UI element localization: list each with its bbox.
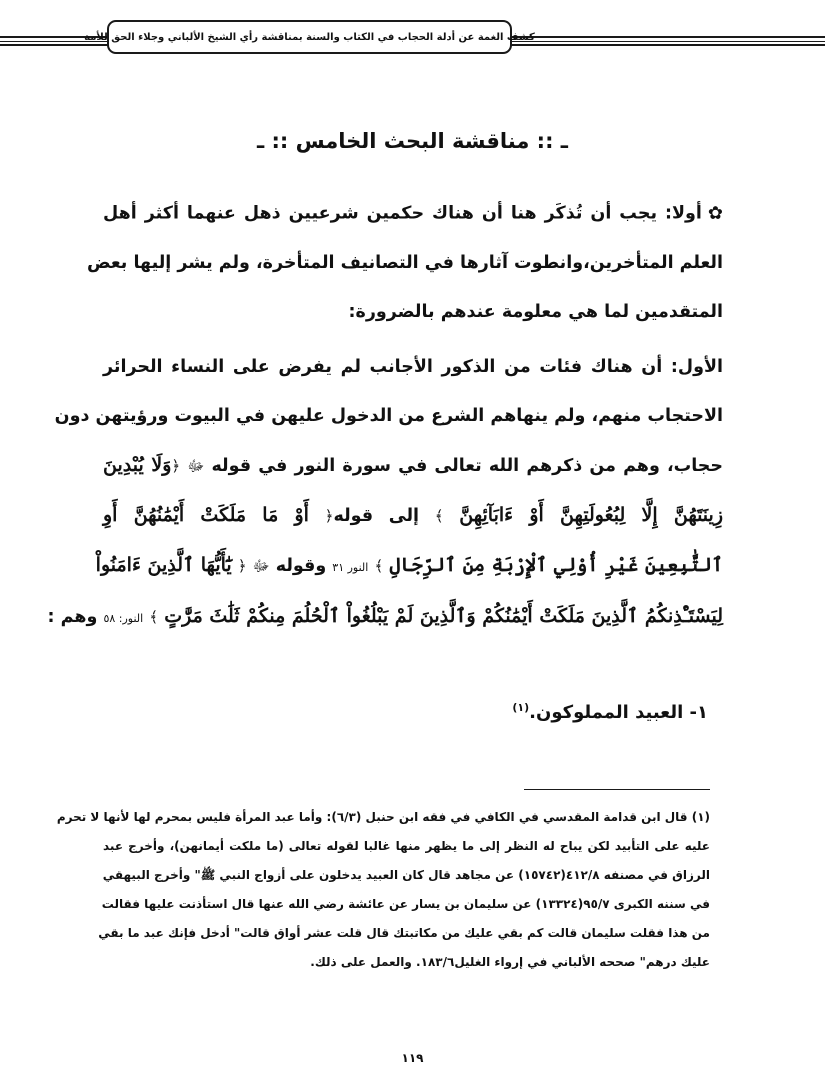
honorific-symbol: ﷻ [187,457,205,475]
verse-reference: النور: ٥٨ [103,612,144,625]
paragraph-line: المتقدمين لما هي معلومة عندهم بالضرورة: [348,301,723,322]
paragraph-line [103,189,723,239]
footnote-line: عليه على التأبيد لكن يباح له النظر إلى ما يظهر منها غالبا لقوله تعالى (ما ملكت أيمانهن)، وأخرج عبد [103,839,710,853]
footnote-line: من هذا فقلت سليمان قالت كم بقي عليك من مكاتبتك قال قلت عشر أواق قالت" أدخل فإنك عبد ما بقي [98,926,710,940]
list-item-slaves [103,701,708,723]
quran-brace-close: ﴾ [434,507,444,525]
quran-verse: يَٰٓأَيُّهَا ٱلَّذِينَ ءَامَنُواْ [95,554,232,576]
connector-text: إلى قوله [333,506,420,526]
quran-brace-close: ﴾ [149,608,159,626]
quran-verse: ٱلتَّٰبِعِينَ غَيْرِ أُوْلِي ٱلْإِرْبَةِ مِنَ ٱلرِّجَالِ [389,554,723,576]
intro-text: حجاب، وهم من ذكرهم الله تعالى في سورة النور في قوله [211,456,723,476]
footnote-line: عليك درهم" صححه الألباني في إرواء الغليل١٨٣/٦. والعمل على ذلك. [310,955,710,969]
paragraph-first-ruling [47,343,724,643]
footnote-line: (١) قال ابن قدامة المقدسي في الكافي في فقه ابن حنبل (٦/٣): وأما عبد المرأة فليس بمحرم لها لأنها لا تحرم [56,810,710,824]
flower-icon: ✿ [707,203,723,224]
honorific-symbol: ﷻ [252,557,270,575]
quran-verse: وَلَا يُبْدِينَ [103,454,172,476]
quran-verse: لِيَسْتَـْٔذِنكُمُ ٱلَّذِينَ مَلَكَتْ أَيْمَٰنُكُمْ وَٱلَّذِينَ لَمْ يَبْلُغُواْ ٱلْحُلُمَ مِنكُمْ ثَلَٰثَ مَرَّٰتٍ [164,605,723,627]
quran-brace-open: ﴿ [171,457,181,475]
section-heading: ـ :: مناقشة البحث الخامس :: ـ [257,129,568,153]
running-header [84,20,535,54]
quran-verse: زِينَتَهُنَّ إِلَّا لِبُعُولَتِهِنَّ أَوْ ءَابَآئِهِنَّ [459,504,724,526]
footnote-separator [524,789,710,790]
quran-brace-open: ﴿ [237,557,247,575]
book-title: كشف الغمة عن أدلة الحجاب في الكتاب والسنة بمناقشة رأي الشيخ الألباني وجلاء الحق للأمة [84,31,535,43]
verse-reference: النور ٣١ [332,561,369,574]
paragraph-first-point [87,189,723,337]
connector-text: وهم : [47,607,98,627]
paragraph-line-text: أولا: يجب أن تُذكَر هنا أن هناك حكمين شرعيين ذهل عنهما أكثر أهل [103,203,702,224]
quran-brace-open: ﴿ [324,507,334,525]
connector-text: وقوله [275,556,327,576]
paragraph-line: الأول: أن هناك فئات من الذكور الأجانب لم يفرض على النساء الحرائر [103,357,723,377]
footnote-line: في سننه الكبرى ٩٥/٧(١٣٣٢٤) عن سليمان بن يسار عن عائشة رضي الله عنها قال استأذنت عليها فقالت [101,897,710,911]
footnote-reference[interactable]: (١) [512,701,530,714]
paragraph-line [103,491,723,541]
paragraph-line [47,592,723,643]
paragraph-line [103,441,723,491]
page-number: ١١٩ [401,1051,424,1065]
quran-brace-close: ﴾ [374,557,384,575]
paragraph-line: العلم المتأخرين،وانطوت آثارها في التصانيف المتأخرة، ولم يشر إليها بعض [87,252,723,273]
paragraph-line: الاحتجاب منهم، ولم ينهاهم الشرع من الدخول عليهن في البيوت ورؤيتهن دون [54,406,723,426]
list-item-text: ١- العبيد المملوكون. [529,702,708,723]
quran-verse: أَوْ مَا مَلَكَتْ أَيْمَٰنُهُنَّ أَوِ [103,504,309,526]
paragraph-line [95,541,723,592]
footnote [56,803,710,977]
footnote-line: الرزاق في مصنفه ٤١٢/٨(١٥٧٤٢) عن مجاهد قال كان العبيد يدخلون على أزواج النبي ﷺ" وأخرج البيهقي [102,868,710,882]
